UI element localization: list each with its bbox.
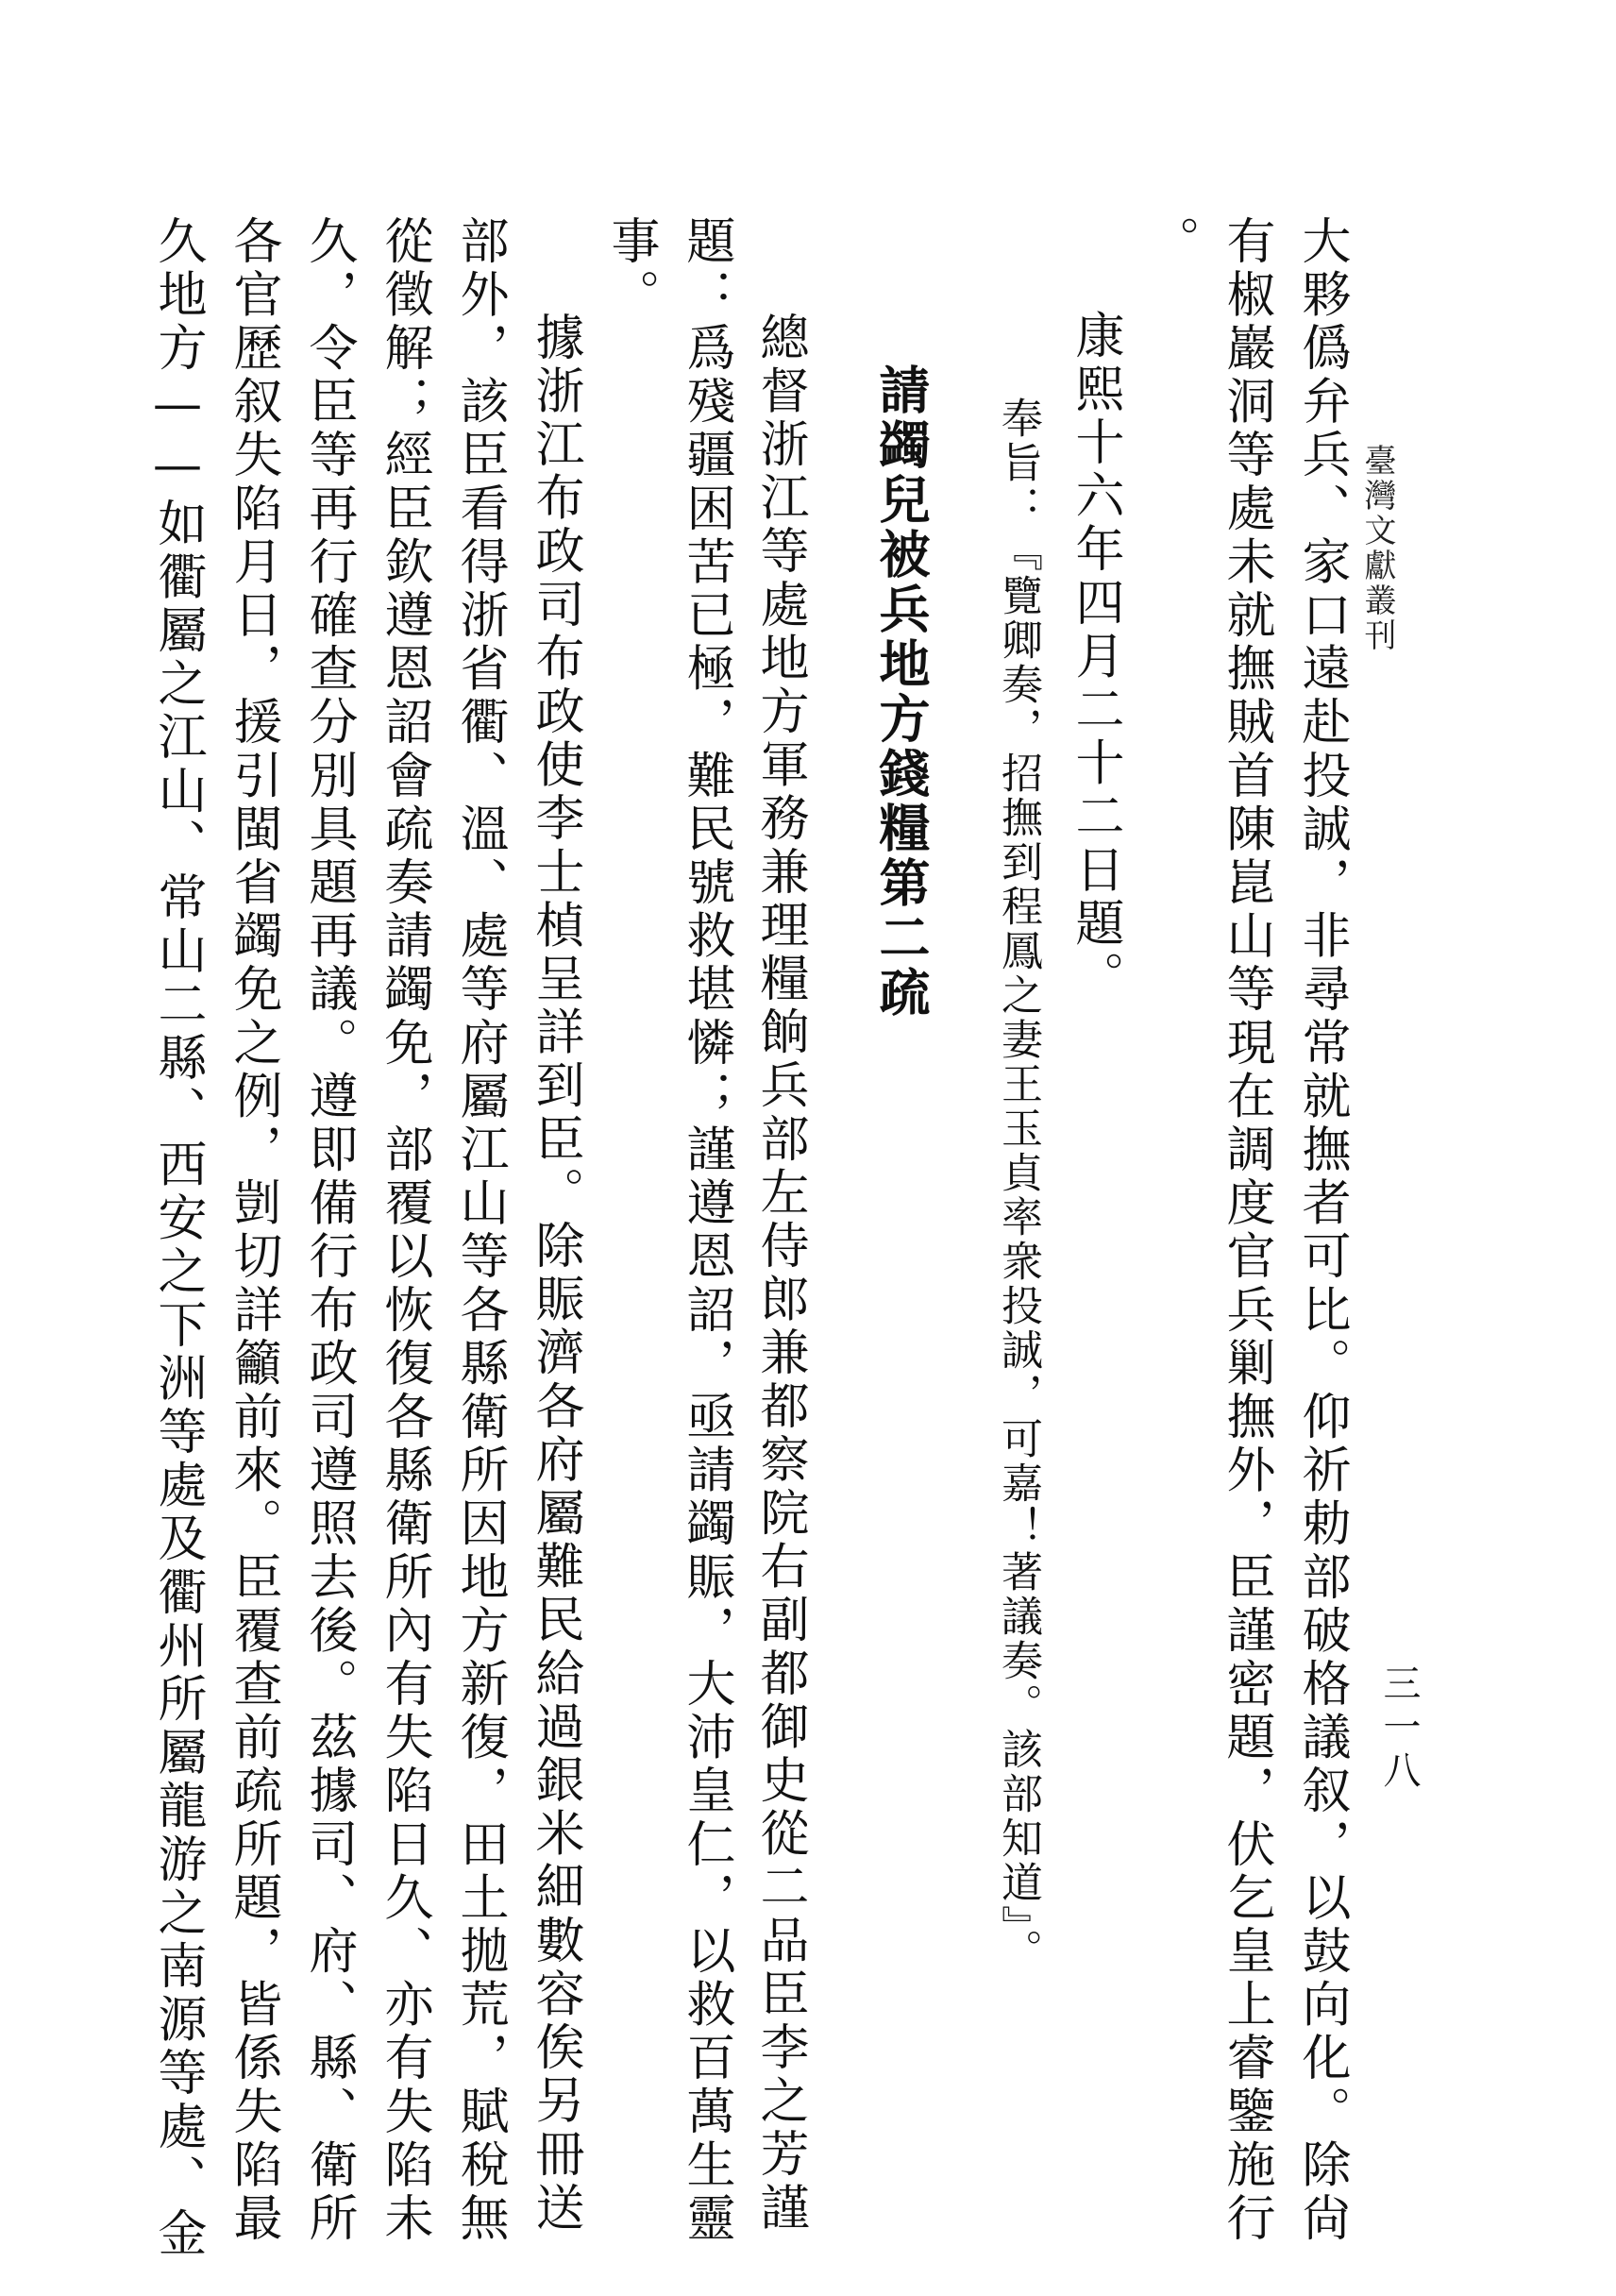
text-column-11: 各官歷叙失陷月日，援引閩省蠲免之例，剴切詳籲前來。臣覆查前疏所題，皆係失陷最: [225, 215, 281, 2246]
running-title: 臺灣文獻叢刊: [1358, 444, 1396, 653]
text-column-5: 題：爲殘疆困苦已極，難民號救堪憐；謹遵恩詔，亟請蠲賑，大沛皇仁，以救百萬生靈: [678, 215, 734, 2246]
text-column-9: 從徵解；經臣欽遵恩詔會疏奏請蠲免，部覆以恢復各縣衛所內有失陷日久、亦有失陷未: [376, 215, 432, 2246]
page-number: 三一八: [1377, 1663, 1421, 1794]
text-column-6: 事。: [602, 215, 659, 323]
text-column-12: 久地方——如衢屬之江山、常山二縣、西安之下洲等處及衢州所屬龍游之南源等處、金: [149, 215, 206, 2261]
text-column-3: 。: [1142, 215, 1199, 269]
imperial-rescript: 奉旨：『覽卿奏，招撫到程鳳之妻王玉貞率衆投誠，可嘉！著議奏。該部知道』。: [994, 397, 1042, 1973]
text-column-10: 久，令臣等再行確查分別具題再議。遵即備行布政司遵照去後。茲據司、府、縣、衛所: [300, 215, 357, 2246]
text-column-7: 據浙江布政司布政使李士楨呈詳到臣。除賑濟各府屬難民給過銀米細數容俟另冊送: [527, 312, 583, 2236]
text-column-8: 部外，該臣看得浙省衢、溫、處等府屬江山等各縣衛所因地方新復，田土拋荒，賦稅無: [451, 215, 508, 2246]
memorial-heading: 請蠲兒被兵地方錢糧第二疏: [871, 363, 932, 1021]
text-column-1: 大夥僞弁兵、家口遠赴投誠，非尋常就撫者可比。仰祈勅部破格議叙，以鼓向化。除尙: [1293, 215, 1350, 2246]
text-column-4: 總督浙江等處地方軍務兼理糧餉兵部左侍郎兼都察院右副都御史從二品臣李之芳謹: [751, 312, 808, 2236]
date-line: 康熙十六年四月二十二日題。: [1067, 310, 1123, 1004]
text-column-2: 有椒巖洞等處未就撫賊首陳崑山等現在調度官兵剿撫外，臣謹密題，伏乞皇上睿鑒施行: [1218, 215, 1274, 2246]
